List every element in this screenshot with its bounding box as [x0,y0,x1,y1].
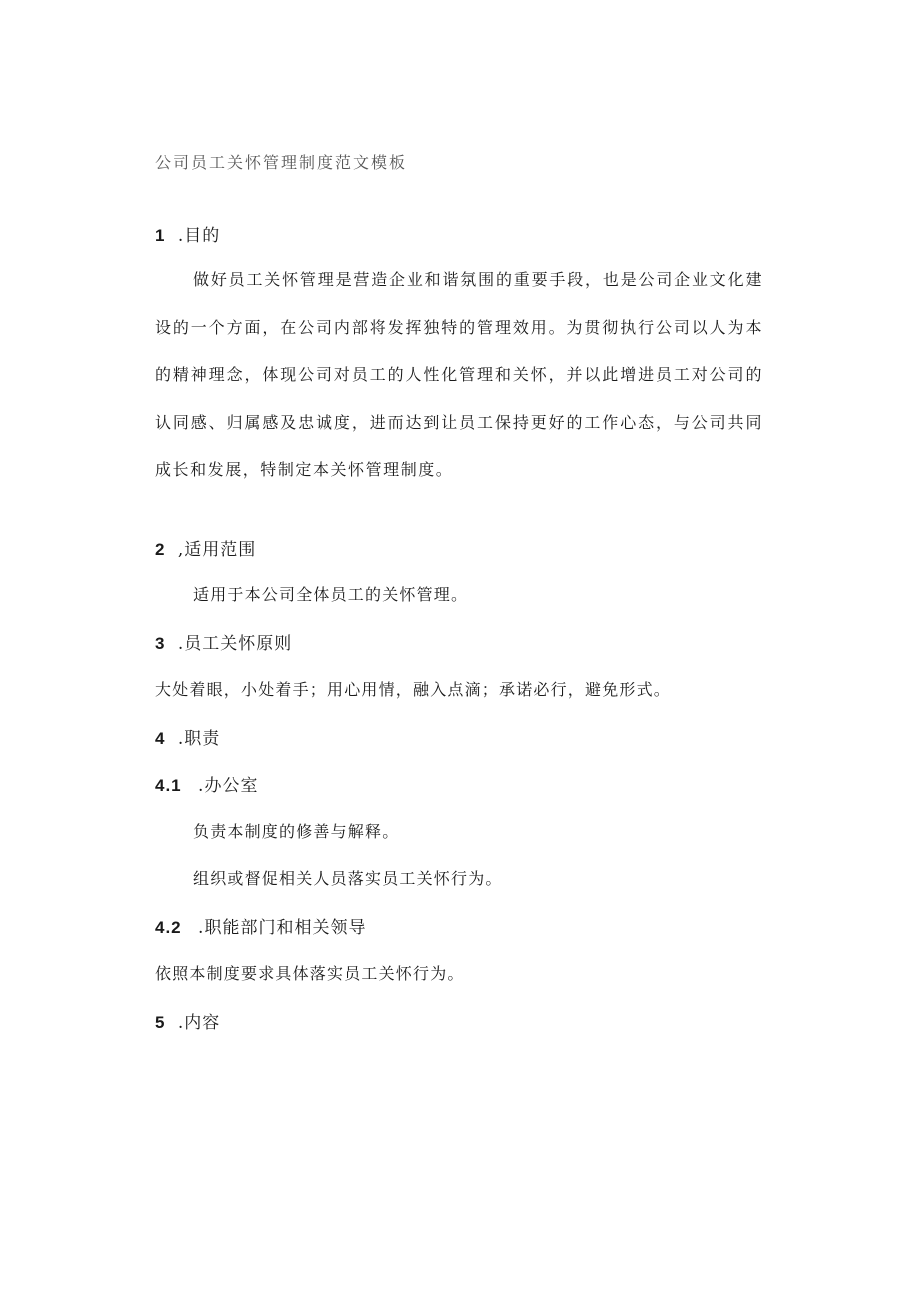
section-2-paragraph: 适用于本公司全体员工的关怀管理。 [193,585,469,604]
section-4-1-line-2: 组织或督促相关人员落实员工关怀行为。 [193,869,503,888]
section-4-1-title: .办公室 [198,776,259,796]
section-4-2-title: .职能部门和相关领导 [198,918,367,938]
section-3-paragraph: 大处着眼，小处着手；用心用情，融入点滴；承诺必行，避免形式。 [155,680,672,699]
section-2-title: ,适用范围 [177,540,257,560]
section-4-2-number: 4.2 [155,918,182,937]
section-5-number: 5 [155,1013,166,1032]
section-4-1-number: 4.1 [155,776,182,795]
section-1-number: 1 [155,226,166,245]
section-4-1-line-1: 负责本制度的修善与解释。 [193,822,400,841]
section-4-title: .职责 [177,729,221,749]
section-1-title: .目的 [177,226,221,246]
section-3-title: .员工关怀原则 [177,634,293,654]
section-5-heading [155,1008,220,1033]
section-4-number: 4 [155,729,166,748]
document-title: 公司员工关怀管理制度范文模板 [155,153,408,172]
section-1-heading [155,221,220,246]
section-4-1-heading [155,771,258,796]
section-5-title: .内容 [177,1013,221,1033]
section-1-paragraph: 做好员工关怀管理是营造企业和谐氛围的重要手段，也是公司企业文化建设的一个方面，在公司内部将发挥独特的管理效用。为贯彻执行公司以人为本的精神理念，体现公司对员工的人性化管理和关怀，并以此增进员工对公司的认同感、归属感及忠诚度，进而达到让员工保持更好的工作心态，与公司共同成长和发展，特制定本关怀管理制度。 [155,270,763,479]
section-3-number: 3 [155,634,166,653]
section-2-number: 2 [155,540,166,559]
section-4-heading [155,724,220,749]
section-4-2-paragraph: 依照本制度要求具体落实员工关怀行为。 [155,964,465,983]
section-4-2-heading [155,913,366,938]
section-2-heading [155,535,256,560]
section-3-heading [155,629,292,654]
